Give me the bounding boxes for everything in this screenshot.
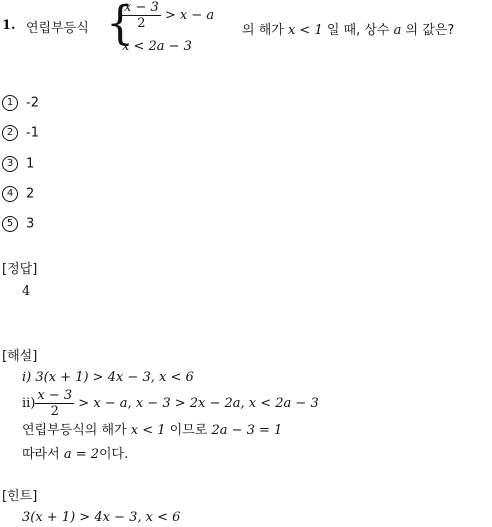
line2-rest: > x − a, x − 3 > 2x − 2a, x < 2a − 3 [78, 396, 319, 411]
choice-2[interactable] [2, 125, 39, 141]
answer-value: 4 [22, 284, 31, 299]
solution-line-3 [22, 419, 282, 438]
condition: x < 1 [287, 23, 323, 38]
line2-denominator: 2 [50, 404, 59, 419]
choice-number: 4 [2, 186, 18, 202]
hint-line: 3(x + 1) > 4x − 3, x < 6 [22, 510, 181, 525]
question-number: 1. [2, 18, 16, 33]
solution-line-4 [22, 443, 128, 462]
solution-line-2 [22, 388, 319, 419]
choice-label: -2 [26, 95, 39, 111]
tail-c: 의 값은? [401, 23, 455, 38]
var-a: a [393, 23, 402, 38]
choice-label: -1 [26, 125, 39, 141]
choice-label: 1 [26, 156, 35, 172]
line4-c: 이다. [99, 447, 129, 462]
line4-b: a = 2 [63, 447, 99, 462]
inequality-2: x < 2a − 3 [122, 39, 192, 54]
question-tail [242, 19, 454, 38]
choice-number: 5 [2, 216, 18, 232]
line2-numerator: x − 3 [37, 388, 73, 403]
solution-line-1: i) 3(x + 1) > 4x − 3, x < 6 [22, 370, 194, 385]
tail-a: 의 해가 [242, 23, 288, 38]
line2-prefix: ii) [22, 396, 36, 411]
line4-a: 따라서 [22, 447, 64, 462]
choice-label: 2 [26, 186, 35, 202]
choice-number: 2 [2, 125, 18, 141]
line3-d: 2a − 3 = 1 [211, 423, 283, 438]
solution-header: [해설] [2, 349, 38, 364]
question-lead: 연립부등식 [26, 21, 89, 36]
system-brace: { [106, 0, 134, 51]
choice-4[interactable] [2, 186, 34, 202]
inequality-1 [122, 0, 214, 31]
hint-header: [힌트] [2, 489, 38, 504]
line3-c: 이므로 [165, 423, 212, 438]
choice-5[interactable] [2, 216, 34, 232]
answer-header: [정답] [2, 262, 38, 277]
choice-1[interactable] [2, 95, 39, 111]
line3-b: x < 1 [130, 423, 166, 438]
ineq1-numerator: x − 3 [124, 0, 159, 15]
choice-number: 1 [2, 95, 18, 111]
tail-b: 일 때, 상수 [322, 23, 394, 38]
ineq1-rest: > x − a [164, 8, 215, 23]
choice-label: 3 [26, 216, 35, 232]
line3-a: 연립부등식의 해가 [22, 423, 131, 438]
choice-3[interactable] [2, 156, 34, 172]
ineq1-denominator: 2 [137, 16, 146, 31]
choice-number: 3 [2, 156, 18, 172]
